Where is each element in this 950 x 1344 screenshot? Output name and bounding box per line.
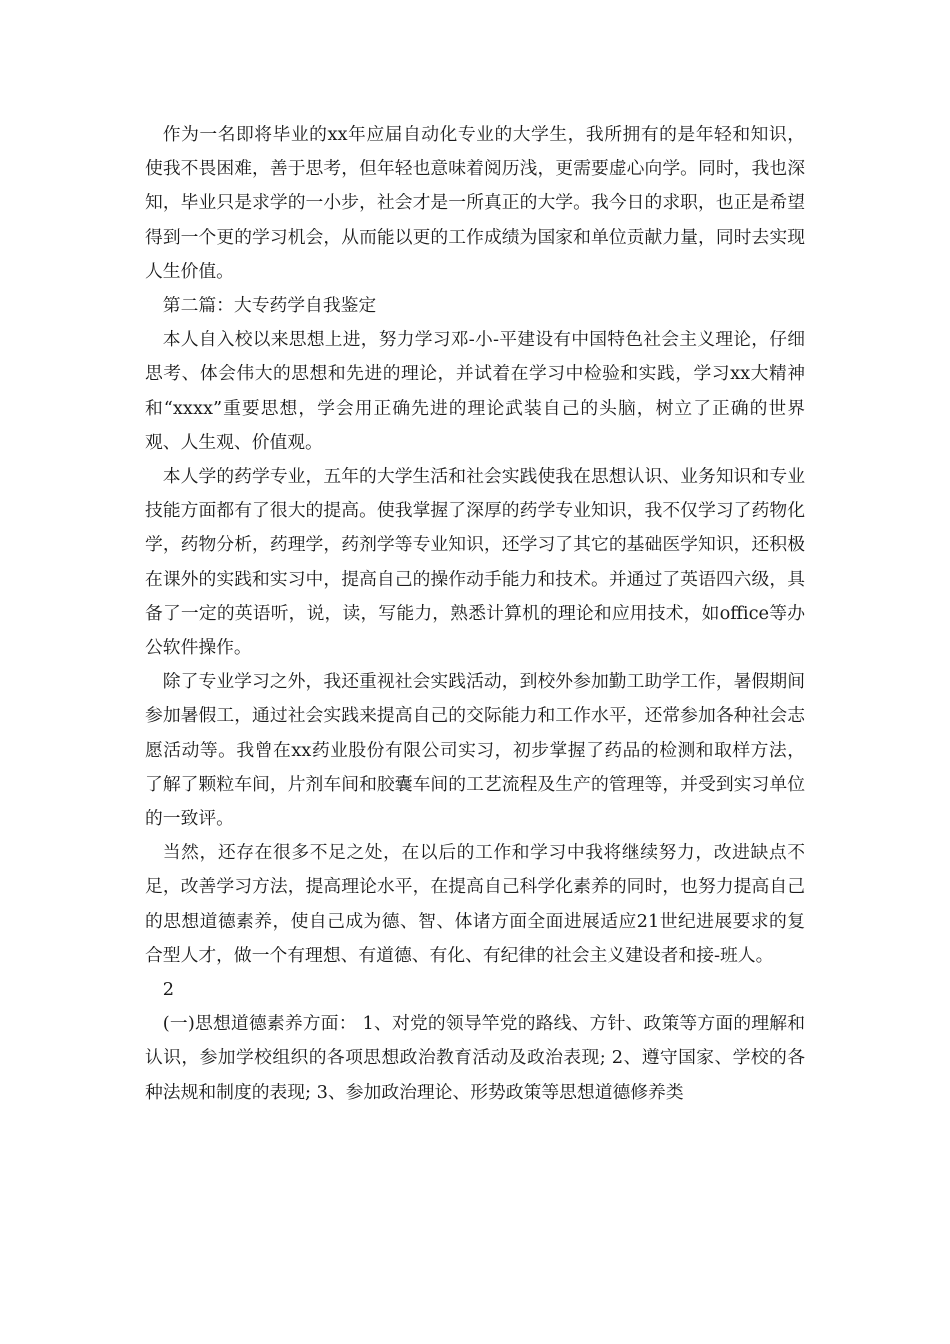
document-body bbox=[145, 118, 805, 1110]
paragraph-moral-quality: (一)思想道德素养方面： 1、对党的领导竿党的路线、方针、政策等方面的理解和认识，参加学校组织的各项思想政治教育活动及政治表现; 2、遵守国家、学校的各种法规和制度的表现; 3、参加政治理论、形势政策等思想道德修养类 bbox=[145, 1013, 805, 1103]
paragraph-practice: 除了专业学习之外，我还重视社会实践活动，到校外参加勤工助学工作，暑假期间参加暑假工，通过社会实践来提高自己的交际能力和工作水平，还常参加各种社会志愿活动等。我曾在xx药业股份有限公司实习，初步掌握了药品的检测和取样方法，了解了颗粒车间，片剂车间和胶囊车间的工艺流程及生产的管理等，并受到实习单位的一致评。 bbox=[145, 671, 805, 830]
paragraph-study: 本人学的药学专业，五年的大学生活和社会实践使我在思想认识、业务知识和专业技能方面都有了很大的提高。使我掌握了深厚的药学专业知识，我不仅学习了药物化学，药物分析，药理学，药剂学等专业知识，还学习了其它的基础医学知识，还积极在课外的实践和实习中，提高自己的操作动手能力和技术。并通过了英语四六级，具备了一定的英语听，说，读，写能力，熟悉计算机的理论和应用技术，如office等办公软件操作。 bbox=[145, 466, 805, 659]
paragraph-shortcomings: 当然，还存在很多不足之处，在以后的工作和学习中我将继续努力，改进缺点不足，改善学习方法，提高理论水平，在提高自己科学化素养的同时，也努力提高自己的思想道德素养，使自己成为德、智、体诸方面全面进展适应21世纪进展要求的复合型人才，做一个有理想、有道德、有化、有纪律的社会主义建设者和接-班人。 bbox=[145, 842, 805, 966]
page-number: 2 bbox=[162, 979, 175, 1001]
section-heading: 第二篇：大专药学自我鉴定 bbox=[162, 295, 377, 317]
paragraph-intro: 作为一名即将毕业的xx年应届自动化专业的大学生，我所拥有的是年轻和知识，使我不畏困难，善于思考，但年轻也意味着阅历浅，更需要虚心向学。同时，我也深知，毕业只是求学的一小步，社会才是一所真正的大学。我今日的求职，也正是希望得到一个更的学习机会，从而能以更的工作成绩为国家和单位贡献力量，同时去实现人生价值。 bbox=[145, 124, 805, 282]
paragraph-thought: 本人自入校以来思想上进，努力学习邓-小-平建设有中国特色社会主义理论，仔细思考、体会伟大的思想和先进的理论，并试着在学习中检验和实践，学习xx大精神和“xxxx”重要思想，学会用正确先进的理论武装自己的头脑，树立了正确的世界观、人生观、价值观。 bbox=[145, 329, 805, 453]
